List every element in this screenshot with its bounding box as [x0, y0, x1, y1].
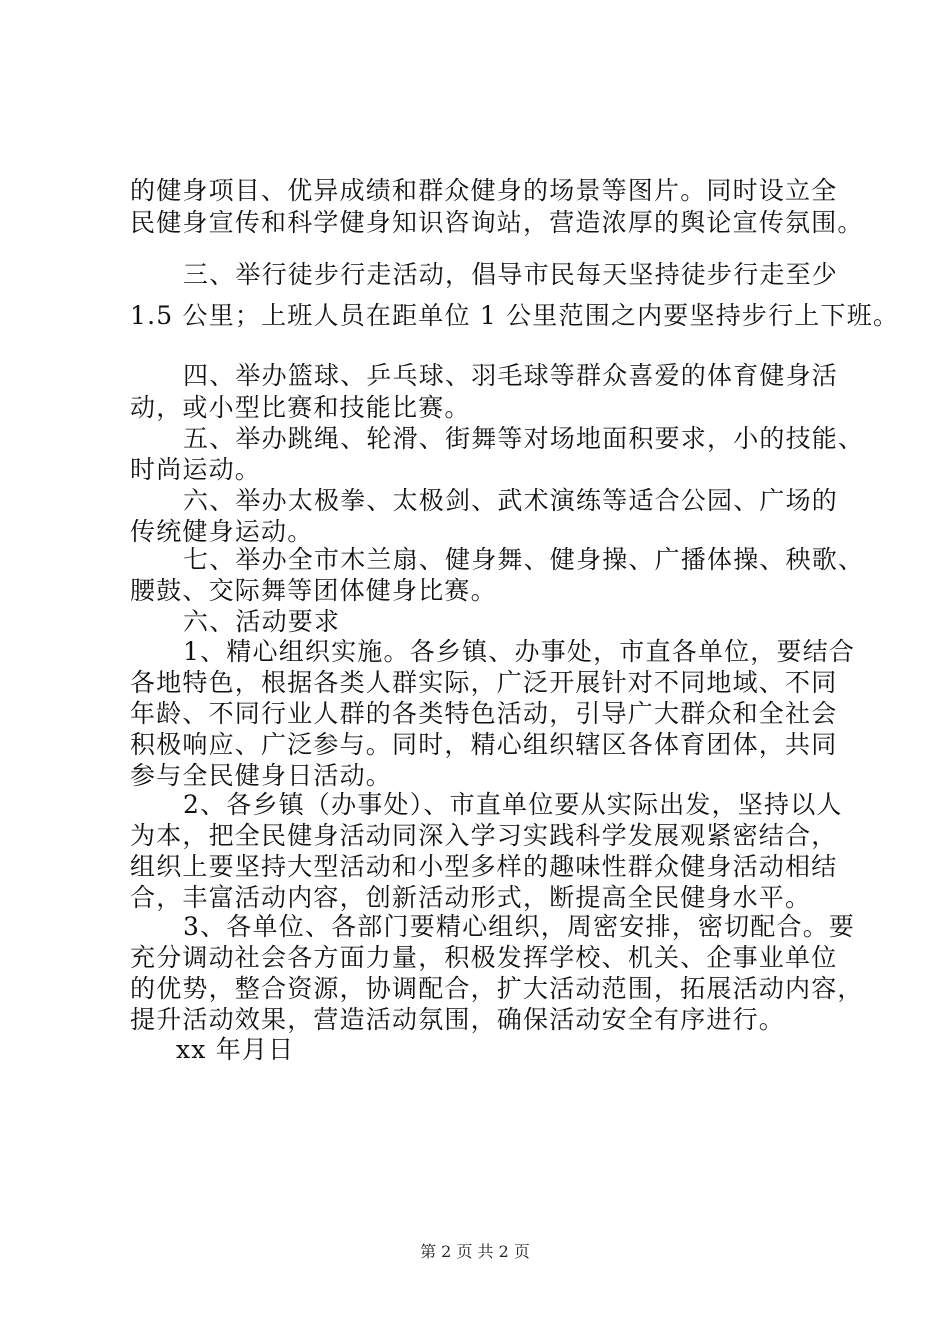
body-text-line: 1、精心组织实施。各乡镇、办事处，市直各单位，要结合 — [183, 637, 856, 666]
body-text-line: 的健身项目、优异成绩和群众健身的场景等图片。同时设立全 — [130, 176, 838, 205]
body-text-line: 2、各乡镇（办事处）、市直单位要从实际出发，坚持以人 — [183, 790, 843, 819]
body-text-line: 参与全民健身日活动。 — [130, 761, 393, 790]
body-text-line: 合，丰富活动内容，创新活动形式，断提高全民健身水平。 — [130, 883, 812, 912]
body-text-line: 积极响应、广泛参与。同时，精心组织辖区各体育团体，共同 — [130, 730, 838, 759]
body-text-line: 动，或小型比赛和技能比赛。 — [130, 393, 471, 422]
body-text-line: 1.5 公里；上班人员在距单位 1 公里范围之内要坚持步行上下班。 — [130, 301, 900, 330]
body-text-line: 六、举办太极拳、太极剑、武术演练等适合公园、广场的 — [183, 486, 839, 515]
body-text-line: 三、举行徒步行走活动，倡导市民每天坚持徒步行走至少 — [183, 260, 839, 289]
date-line: xx 年月日 — [176, 1035, 295, 1064]
body-text-line: 组织上要坚持大型活动和小型多样的趣味性群众健身活动相结 — [130, 852, 838, 881]
body-text-line: 的优势，整合资源，协调配合，扩大活动范围，拓展活动内容， — [130, 974, 864, 1003]
body-text-line: 时尚运动。 — [130, 455, 262, 484]
body-text-line: 3、各单位、各部门要精心组织，周密安排，密切配合。要 — [183, 912, 856, 941]
body-text-line: 四、举办篮球、乒乓球、羽毛球等群众喜爱的体育健身活 — [183, 361, 839, 390]
body-text-line: 腰鼓、交际舞等团体健身比赛。 — [130, 576, 497, 605]
body-text-line: 各地特色，根据各类人群实际，广泛开展针对不同地域、不同 — [130, 668, 838, 697]
body-text-line: 七、举办全市木兰扇、健身舞、健身操、广播体操、秧歌、 — [183, 545, 865, 574]
body-text-line: 年龄、不同行业人群的各类特色活动，引导广大群众和全社会 — [130, 699, 838, 728]
body-text-line: 提升活动效果，营造活动氛围，确保活动安全有序进行。 — [130, 1005, 786, 1034]
body-text-line: 民健身宣传和科学健身知识咨询站，营造浓厚的舆论宣传氛围。 — [130, 208, 864, 237]
body-text-line: 充分调动社会各方面力量，积极发挥学校、机关、企事业单位 — [130, 943, 838, 972]
body-text-line: 五、举办跳绳、轮滑、街舞等对场地面积要求，小的技能、 — [183, 424, 865, 453]
section-heading: 六、活动要求 — [183, 607, 341, 636]
page-footer: 第 2 页 共 2 页 — [420, 1242, 530, 1261]
body-text-line: 传统健身运动。 — [130, 517, 314, 546]
body-text-line: 为本，把全民健身活动同深入学习实践科学发展观紧密结合， — [130, 821, 838, 850]
